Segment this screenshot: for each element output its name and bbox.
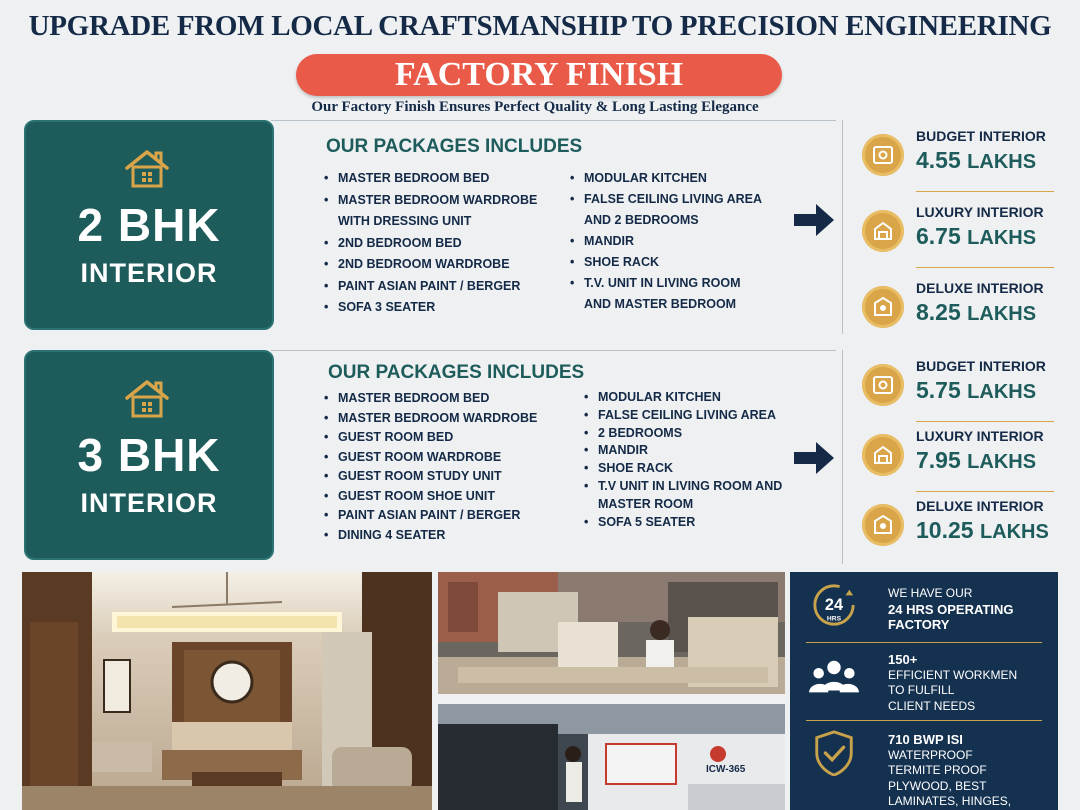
budget-icon xyxy=(862,134,904,176)
clock-24-number: 24 xyxy=(824,595,844,614)
include-item: • MANDIR xyxy=(570,231,770,252)
include-item: • PAINT ASIAN PAINT / BERGER xyxy=(324,506,554,526)
include-item: • PAINT ASIAN PAINT / BERGER xyxy=(324,276,549,298)
price-option xyxy=(842,272,1054,344)
house-icon xyxy=(123,378,171,418)
includes-list-right xyxy=(570,168,770,315)
feature-text: WE HAVE OUR 24 HRS OPERATING FACTORY xyxy=(888,586,1014,632)
include-item: • MASTER BEDROOM WARDROBE WITH DRESSING UNIT xyxy=(324,190,549,233)
price-value: 7.95 LAKHS xyxy=(916,447,1037,473)
price-name: DELUXE INTERIOR xyxy=(916,498,1044,514)
price-option xyxy=(842,490,1054,562)
package-2bhk xyxy=(16,120,836,334)
price-name: LUXURY INTERIOR xyxy=(916,428,1044,444)
includes-title: OUR PACKAGES INCLUDES xyxy=(328,362,585,383)
clock-24-icon xyxy=(806,582,862,628)
price-name: BUDGET INTERIOR xyxy=(916,128,1046,144)
price-option xyxy=(842,196,1054,268)
includes-list-left xyxy=(324,389,554,545)
arrow-right-icon xyxy=(792,440,836,476)
price-value: 8.25 LAKHS xyxy=(916,299,1037,325)
include-item: • SHOE RACK xyxy=(584,460,784,478)
price-option xyxy=(842,350,1054,422)
package-3bhk-subtitle: INTERIOR xyxy=(80,488,218,518)
budget-icon xyxy=(862,364,904,406)
include-item: • GUEST ROOM SHOE UNIT xyxy=(324,487,554,507)
machine-label: ICW-365 xyxy=(706,764,746,775)
include-item: • MASTER BEDROOM BED xyxy=(324,389,554,409)
deluxe-icon xyxy=(862,286,904,328)
include-item: • T.V. UNIT IN LIVING ROOM AND MASTER BEDROOM xyxy=(570,273,770,315)
arrow-right-icon xyxy=(792,202,836,238)
include-item: • MASTER BEDROOM WARDROBE xyxy=(324,409,554,429)
include-item: • MODULAR KITCHEN xyxy=(570,168,770,189)
machine-photo xyxy=(438,704,785,810)
deluxe-icon xyxy=(862,504,904,546)
package-2bhk-subtitle: INTERIOR xyxy=(80,258,218,288)
factory-finish-badge: FACTORY FINISH xyxy=(296,54,782,96)
package-2bhk-title: 2 BHK xyxy=(77,199,221,251)
include-item: • 2ND BEDROOM BED xyxy=(324,233,549,255)
prices-3bhk xyxy=(842,350,1064,564)
luxury-icon xyxy=(862,434,904,476)
price-name: LUXURY INTERIOR xyxy=(916,204,1044,220)
prices-2bhk xyxy=(842,120,1064,334)
workshop-photo xyxy=(438,572,785,694)
includes-list-right xyxy=(584,389,784,531)
include-item: • T.V UNIT IN LIVING ROOM AND MASTER ROOM xyxy=(584,478,784,514)
features-panel xyxy=(790,572,1058,810)
include-item: • MANDIR xyxy=(584,442,784,460)
includes-title: OUR PACKAGES INCLUDES xyxy=(326,136,583,157)
feature-text: 150+ EFFICIENT WORKMEN TO FULFILL CLIENT NEEDS xyxy=(888,652,1018,713)
tagline: Our Factory Finish Ensures Perfect Quality & Long Lasting Elegance xyxy=(311,99,759,115)
feature-text: 710 BWP ISI WATERPROOF TERMITE PROOF PLYWOOD, BEST LAMINATES, HINGES, xyxy=(888,732,1012,808)
include-item: • FALSE CEILING LIVING AREA xyxy=(584,407,784,425)
include-item: • FALSE CEILING LIVING AREA AND 2 BEDROOMS xyxy=(570,189,770,231)
price-option xyxy=(842,120,1054,192)
package-3bhk-title: 3 BHK xyxy=(77,429,221,481)
price-value: 5.75 LAKHS xyxy=(916,377,1037,403)
price-name: BUDGET INTERIOR xyxy=(916,358,1046,374)
include-item: • 2 BEDROOMS xyxy=(584,425,784,443)
package-2bhk-tile xyxy=(24,120,274,330)
price-value: 10.25 LAKHS xyxy=(916,517,1049,543)
include-item: • SOFA 5 SEATER xyxy=(584,514,784,532)
include-item: • GUEST ROOM BED xyxy=(324,428,554,448)
include-item: • GUEST ROOM WARDROBE xyxy=(324,448,554,468)
price-value: 4.55 LAKHS xyxy=(916,147,1037,173)
clock-24-unit: HRS xyxy=(826,615,842,623)
include-item: • GUEST ROOM STUDY UNIT xyxy=(324,467,554,487)
headline: UPGRADE FROM LOCAL CRAFTSMANSHIP TO PRECISION ENGINEERING xyxy=(28,10,1052,42)
include-item: • DINING 4 SEATER xyxy=(324,526,554,546)
price-value: 6.75 LAKHS xyxy=(916,223,1037,249)
luxury-icon xyxy=(862,210,904,252)
include-item: • MODULAR KITCHEN xyxy=(584,389,784,407)
include-item: • 2ND BEDROOM WARDROBE xyxy=(324,254,549,276)
include-item: • SHOE RACK xyxy=(570,252,770,273)
house-icon xyxy=(123,148,171,188)
bedroom-photo xyxy=(22,572,432,810)
include-item: • SOFA 3 SEATER xyxy=(324,297,549,319)
package-3bhk-tile xyxy=(24,350,274,560)
price-option xyxy=(842,420,1054,492)
workmen-group-icon xyxy=(806,656,862,702)
package-3bhk xyxy=(16,350,836,564)
shield-check-icon xyxy=(806,730,862,776)
price-name: DELUXE INTERIOR xyxy=(916,280,1044,296)
includes-list-left xyxy=(324,168,549,319)
include-item: • MASTER BEDROOM BED xyxy=(324,168,549,190)
